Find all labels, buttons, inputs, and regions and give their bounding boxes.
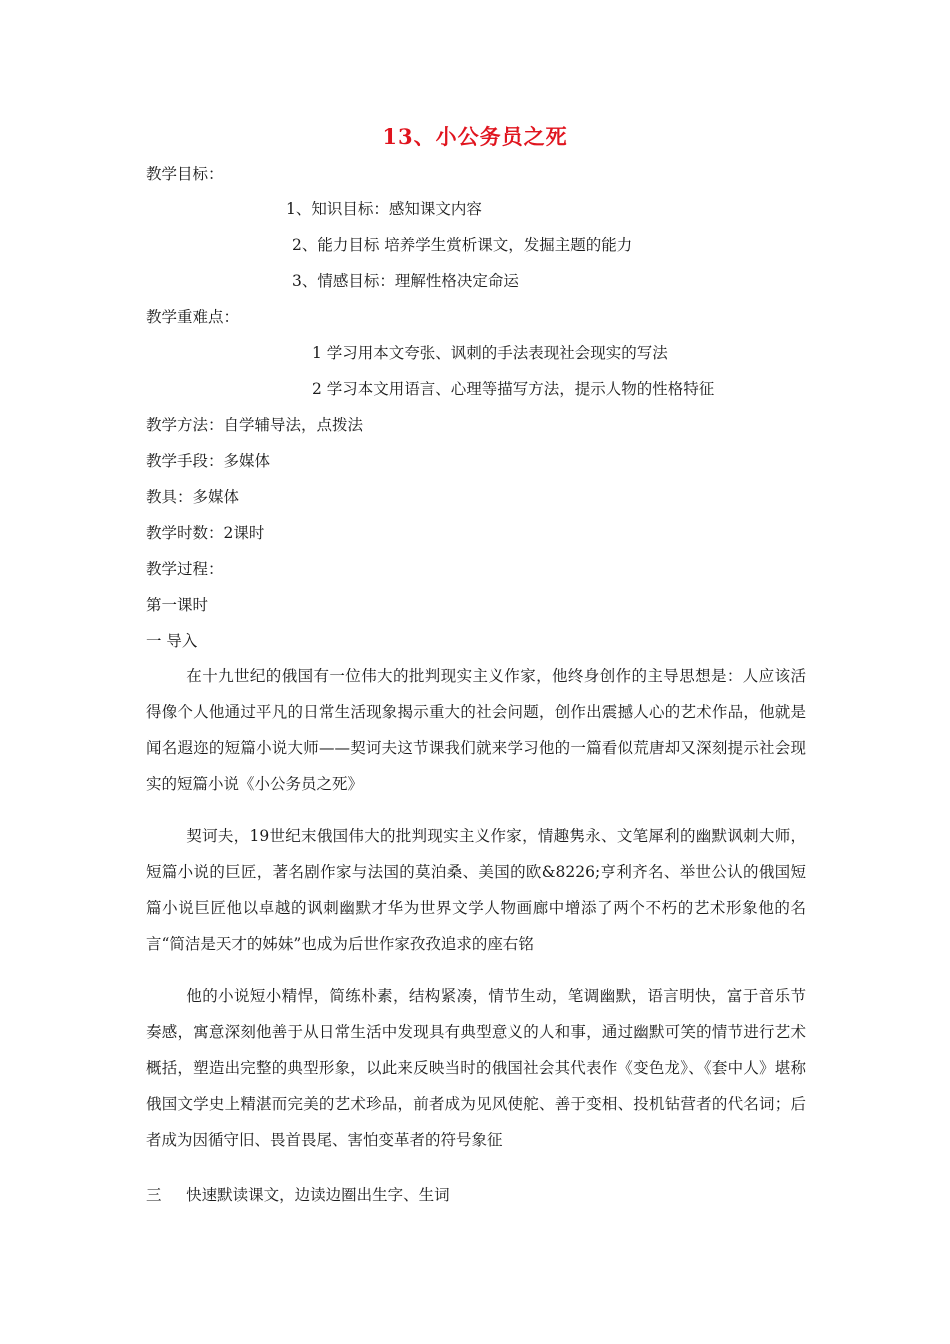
objective-item: 2、能力目标 培养学生赏析课文，发掘主题的能力	[292, 236, 633, 254]
body-paragraph: 在十九世纪的俄国有一位伟大的批判现实主义作家，他终身创作的主导思想是：人应该活得像个人他通过平凡的日常生活现象揭示重大的社会问题，创作出震撼人心的艺术作品，他就是闻名遐迩的短篇小说大师——契诃夫这节课我们就来学习他的一篇看似荒唐却又深刻提示社会现实的短篇小说《小公务员之死》	[146, 667, 806, 793]
teaching-means: 教学手段：多媒体	[146, 452, 271, 470]
teaching-tools: 教具：多媒体	[146, 488, 240, 506]
teaching-method: 教学方法：自学辅导法，点拨法	[146, 416, 364, 434]
key-points-heading: 教学重难点：	[146, 308, 240, 326]
section-one-heading: 一 导入	[146, 632, 198, 650]
objective-item: 1、知识目标：感知课文内容	[286, 200, 482, 218]
process-heading: 教学过程：	[146, 560, 224, 578]
key-point-item: 2 学习本文用语言、心理等描写方法，提示人物的性格特征	[312, 380, 715, 398]
key-point-item: 1 学习用本文夸张、讽刺的手法表现社会现实的写法	[312, 344, 668, 362]
teaching-hours: 教学时数：2课时	[146, 524, 265, 542]
document-title: 13、小公务员之死	[382, 124, 568, 149]
body-paragraph: 他的小说短小精悍，简练朴素，结构紧凑，情节生动，笔调幽默，语言明快，富于音乐节奏感，寓意深刻他善于从日常生活中发现具有典型意义的人和事，通过幽默可笑的情节进行艺术概括，塑造出完整的典型形象，以此来反映当时的俄国社会其代表作《变色龙》、《套中人》堪称俄国文学史上精湛而完美的艺术珍品，前者成为见风使舵、善于变相、投机钻营者的代名词；后者成为因循守旧、畏首畏尾、害怕变革者的符号象征	[146, 987, 806, 1149]
lesson-one-heading: 第一课时	[146, 596, 209, 614]
objective-item: 3、情感目标：理解性格决定命运	[292, 272, 519, 290]
body-paragraph: 契诃夫，19世纪末俄国伟大的批判现实主义作家，情趣隽永、文笔犀利的幽默讽刺大师，短篇小说的巨匠，著名剧作家与法国的莫泊桑、美国的欧&8226;亨利齐名、举世公认的俄国短篇小说巨匠他以卓越的讽刺幽默才华为世界文学人物画廊中增添了两个不朽的艺术形象他的名言“简洁是天才的姊妹”也成为后世作家孜孜追求的座右铭	[146, 827, 806, 953]
section-three-heading: 三 快速默读课文，边读边圈出生字、生词	[146, 1186, 450, 1204]
objectives-heading: 教学目标：	[146, 165, 224, 183]
